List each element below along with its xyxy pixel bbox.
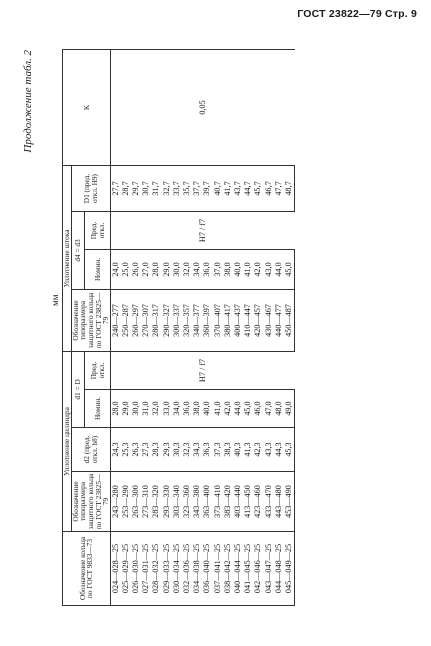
cell-D1: 27,7: [110, 165, 121, 211]
cell-ring-designation: 042—046—25: [254, 532, 264, 606]
cell-ring-designation: 044—048—25: [274, 532, 284, 606]
cell-rod-ring: 440—477: [274, 289, 284, 351]
cell-D1: 45,7: [254, 165, 264, 211]
cell-d1-nominal: 38,0: [192, 390, 202, 428]
cell-ring-designation: 038—042—25: [223, 532, 233, 606]
col-d1-nominal: Номин.: [85, 390, 111, 428]
cell-d4-nominal: 29,0: [162, 249, 172, 289]
cell-ring-designation: 032—036—25: [182, 532, 192, 606]
cell-cyl-ring: 413—450: [243, 472, 253, 532]
cell-d4-nominal: 38,0: [223, 249, 233, 289]
cell-D1: 33,7: [172, 165, 182, 211]
cell-d2: 41,3: [243, 428, 253, 472]
cell-D1: 41,7: [223, 165, 233, 211]
cell-D1: 47,7: [274, 165, 284, 211]
cell-rod-ring: 410—447: [243, 289, 253, 351]
cell-rod-ring: 360—397: [203, 289, 213, 351]
cell-d4-nominal: 42,0: [254, 249, 264, 289]
cell-ring-designation: 029—033—25: [162, 532, 172, 606]
col-d4-tolerance: Пред. откл.: [85, 211, 111, 249]
cell-cyl-ring: 363—400: [203, 472, 213, 532]
cell-cyl-ring: 253—290: [121, 472, 131, 532]
cell-cyl-ring: 423—460: [254, 472, 264, 532]
cell-d2: 34,3: [192, 428, 202, 472]
cell-d1-nominal: 32,0: [152, 390, 162, 428]
cell-d4-nominal: 32,0: [182, 249, 192, 289]
cell-cyl-ring: 383—420: [223, 472, 233, 532]
cell-ring-designation: 026—030—25: [131, 532, 141, 606]
cell-cyl-ring: 323—360: [182, 472, 192, 532]
cell-rod-ring: 430—467: [264, 289, 274, 351]
cell-rod-ring: 250—287: [121, 289, 131, 351]
cell-ring-designation: 024—028—25: [110, 532, 121, 606]
cell-d4-nominal: 37,0: [213, 249, 223, 289]
dimensions-table: [62, 49, 295, 606]
cell-d2: 40,3: [233, 428, 243, 472]
cell-ring-designation: 030—034—25: [172, 532, 182, 606]
cell-d2: 37,3: [213, 428, 223, 472]
cell-d1-nominal: 28,0: [110, 390, 121, 428]
cell-d1-tolerance: H7 / f7: [110, 351, 294, 389]
cell-d1-nominal: 30,0: [131, 390, 141, 428]
cell-d4-nominal: 27,0: [142, 249, 152, 289]
cell-D1: 44,7: [243, 165, 253, 211]
table-caption: Продолжение табл. 2: [22, 50, 34, 153]
cell-d1-nominal: 29,0: [121, 390, 131, 428]
cell-rod-ring: 260—297: [131, 289, 141, 351]
cell-rod-ring: 290—327: [162, 289, 172, 351]
cell-d2: 38,3: [223, 428, 233, 472]
cell-ring-designation: 043—047—25: [264, 532, 274, 606]
cell-d2: 29,3: [162, 428, 172, 472]
cell-D1: 29,7: [131, 165, 141, 211]
cell-cyl-ring: 283—320: [152, 472, 162, 532]
cell-d2: 36,3: [203, 428, 213, 472]
cell-d2: 24,3: [110, 428, 121, 472]
cell-d2: 27,3: [142, 428, 152, 472]
cell-d2: 25,3: [121, 428, 131, 472]
cell-D1: 46,7: [264, 165, 274, 211]
cell-ring-designation: 036—040—25: [203, 532, 213, 606]
cell-d4-nominal: 28,0: [152, 249, 162, 289]
cell-rod-ring: 370—407: [213, 289, 223, 351]
cell-d4-tolerance: H7 / f7: [110, 211, 294, 249]
cell-cyl-ring: 263—300: [131, 472, 141, 532]
cell-cyl-ring: 443—480: [274, 472, 284, 532]
cell-ring-designation: 028—032—25: [152, 532, 162, 606]
cell-D1: 32,7: [162, 165, 172, 211]
cell-d2: 26,3: [131, 428, 141, 472]
cell-d4-nominal: 25,0: [121, 249, 131, 289]
cell-d4-nominal: 44,0: [274, 249, 284, 289]
cell-rod-ring: 280—317: [152, 289, 162, 351]
cell-d4-nominal: 40,0: [233, 249, 243, 289]
cell-d2: 42,3: [254, 428, 264, 472]
cell-k-value: 0,05: [110, 49, 294, 165]
cell-d4-nominal: 24,0: [110, 249, 121, 289]
cell-D1: 37,7: [192, 165, 202, 211]
cell-D1: 39,7: [203, 165, 213, 211]
cell-d1-nominal: 41,0: [213, 390, 223, 428]
group-rod-seal: Уплотнение штока: [63, 165, 72, 351]
cell-d2: 28,3: [152, 428, 162, 472]
cell-d1-nominal: 48,0: [274, 390, 284, 428]
cell-d1-nominal: 47,0: [264, 390, 274, 428]
cell-rod-ring: 420—457: [254, 289, 264, 351]
cell-rod-ring: 270—307: [142, 289, 152, 351]
cell-ring-designation: 025—029—25: [121, 532, 131, 606]
col-cyl-protective-ring: Обозначение типоразмера защитного кольца по ГОСТ 23825—79: [71, 472, 110, 532]
rotated-table-block: [22, 46, 402, 606]
col-d1: d1 = D: [71, 351, 85, 427]
cell-d2: 32,3: [182, 428, 192, 472]
cell-cyl-ring: 243—280: [110, 472, 121, 532]
cell-rod-ring: 380—417: [223, 289, 233, 351]
cell-d1-nominal: 34,0: [172, 390, 182, 428]
col-d2: d2 (пред. откл. h8): [71, 428, 110, 472]
cell-d1-nominal: 45,0: [243, 390, 253, 428]
cell-cyl-ring: 453—490: [284, 472, 295, 532]
cell-D1: 40,7: [213, 165, 223, 211]
col-k: K: [63, 49, 111, 165]
col-d4: d4 = d3: [71, 211, 85, 289]
cell-d4-nominal: 45,0: [284, 249, 295, 289]
cell-ring-designation: 045—049—25: [284, 532, 295, 606]
standard-page-reference: ГОСТ 23822—79 Стр. 9: [297, 8, 417, 20]
cell-D1: 31,7: [152, 165, 162, 211]
cell-D1: 35,7: [182, 165, 192, 211]
cell-d1-nominal: 33,0: [162, 390, 172, 428]
group-cylinder-seal: Уплотнение цилиндра: [63, 351, 72, 531]
cell-cyl-ring: 303—340: [172, 472, 182, 532]
cell-d1-nominal: 40,0: [203, 390, 213, 428]
cell-ring-designation: 041—045—25: [243, 532, 253, 606]
cell-cyl-ring: 433—470: [264, 472, 274, 532]
cell-rod-ring: 320—357: [182, 289, 192, 351]
cell-cyl-ring: 343—380: [192, 472, 202, 532]
cell-d2: 44,3: [274, 428, 284, 472]
cell-rod-ring: 450—487: [284, 289, 295, 351]
cell-cyl-ring: 373—410: [213, 472, 223, 532]
cell-rod-ring: 300—337: [172, 289, 182, 351]
cell-d1-nominal: 49,0: [284, 390, 295, 428]
cell-rod-ring: 400—437: [233, 289, 243, 351]
cell-ring-designation: 034—038—25: [192, 532, 202, 606]
cell-ring-designation: 037—041—25: [213, 532, 223, 606]
cell-D1: 48,7: [284, 165, 295, 211]
col-d1-tolerance: Пред. откл.: [85, 351, 111, 389]
col-D1: D1 (пред. откл. H9): [71, 165, 110, 211]
cell-d2: 43,3: [264, 428, 274, 472]
page-header: [0, 0, 431, 40]
cell-d1-nominal: 46,0: [254, 390, 264, 428]
cell-d1-nominal: 42,0: [223, 390, 233, 428]
cell-cyl-ring: 273—310: [142, 472, 152, 532]
cell-cyl-ring: 403—440: [233, 472, 243, 532]
table-row: [110, 49, 121, 605]
cell-d1-nominal: 44,0: [233, 390, 243, 428]
cell-d4-nominal: 34,0: [192, 249, 202, 289]
cell-d4-nominal: 30,0: [172, 249, 182, 289]
cell-rod-ring: 240—277: [110, 289, 121, 351]
units-label: мм: [50, 294, 60, 306]
col-rod-protective-ring: Обозначение типоразмера защитного кольца по ГОСТ 23825—79: [71, 289, 110, 351]
col-ring-designation: Обозначение кольца по ГОСТ 9833—73: [63, 532, 111, 606]
cell-ring-designation: 040—044—25: [233, 532, 243, 606]
cell-d4-nominal: 26,0: [131, 249, 141, 289]
col-d4-nominal: Номин.: [85, 249, 111, 289]
cell-d4-nominal: 36,0: [203, 249, 213, 289]
cell-d2: 45,3: [284, 428, 295, 472]
cell-d4-nominal: 43,0: [264, 249, 274, 289]
cell-cyl-ring: 293—330: [162, 472, 172, 532]
cell-d1-nominal: 31,0: [142, 390, 152, 428]
cell-d2: 30,3: [172, 428, 182, 472]
cell-d1-nominal: 36,0: [182, 390, 192, 428]
cell-D1: 43,7: [233, 165, 243, 211]
cell-d4-nominal: 41,0: [243, 249, 253, 289]
cell-D1: 30,7: [142, 165, 152, 211]
cell-rod-ring: 340—377: [192, 289, 202, 351]
cell-ring-designation: 027—031—25: [142, 532, 152, 606]
cell-D1: 28,7: [121, 165, 131, 211]
table-body: [110, 49, 294, 605]
